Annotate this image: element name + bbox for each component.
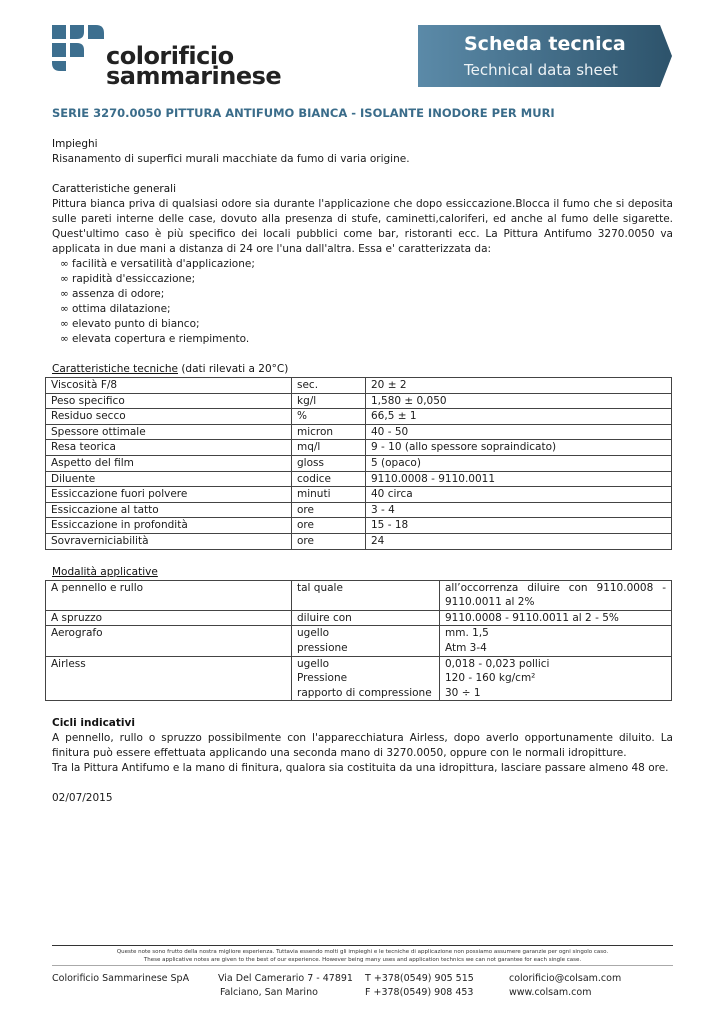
value-cell: 5 (opaco) (366, 455, 672, 471)
method-cell: Airless (46, 656, 292, 701)
table-row (46, 378, 672, 394)
method-cell: A spruzzo (46, 610, 292, 626)
generali-heading: Caratteristiche generali (52, 183, 177, 195)
table-row (46, 455, 672, 471)
value-line: 0,018 - 0,023 pollici (445, 657, 550, 670)
value-cell (440, 580, 672, 610)
table-row (46, 424, 672, 440)
value-cell (440, 656, 672, 701)
parameter-cell (292, 656, 440, 701)
footer-phone-number: T +378(0549) 905 515 (365, 973, 474, 984)
logo-line-1: colorificio (106, 42, 234, 70)
parameter-line: ugello (297, 657, 330, 670)
table-row (46, 626, 672, 656)
disclaimer-en: These applicative notes are given to the best of our experience. However being many uses and application technics we can not garantee for each single case. (143, 957, 582, 963)
unit-cell: ore (292, 502, 366, 518)
infinity-icon: ∞ (60, 303, 69, 315)
footer-divider (52, 965, 673, 966)
value-cell: 9 - 10 (allo spessore sopraindicato) (366, 440, 672, 456)
property-cell: Essiccazione al tatto (46, 502, 292, 518)
infinity-icon: ∞ (60, 288, 69, 300)
value-cell: 40 circa (366, 487, 672, 503)
list-item: ∞ ottima dilatazione; (60, 303, 171, 315)
list-item: ∞ elevato punto di bianco; (60, 318, 200, 330)
property-cell: Residuo secco (46, 409, 292, 425)
disclaimer (52, 945, 673, 964)
list-item: ∞ rapidità d'essiccazione; (60, 273, 196, 285)
value-cell: 9110.0008 - 9110.0011 (366, 471, 672, 487)
value-line: Atm 3-4 (445, 641, 487, 654)
infinity-icon: ∞ (60, 318, 69, 330)
unit-cell: minuti (292, 487, 366, 503)
logo-icon (52, 25, 104, 71)
property-cell: Spessore ottimale (46, 424, 292, 440)
series-title: SERIE 3270.0050 PITTURA ANTIFUMO BIANCA - ISOLANTE INODORE PER MURI (52, 106, 555, 120)
unit-cell: codice (292, 471, 366, 487)
unit-cell: micron (292, 424, 366, 440)
footer-address-line-2: Falciano, San Marino (220, 987, 318, 998)
property-cell: Essiccazione fuori polvere (46, 487, 292, 503)
property-cell: Essiccazione in profondità (46, 518, 292, 534)
parameter-line: ugello (297, 627, 330, 640)
unit-cell: ore (292, 518, 366, 534)
cicli-heading: Cicli indicativi (52, 717, 135, 730)
footer-company: Colorificio Sammarinese SpA (52, 973, 190, 984)
infinity-icon: ∞ (60, 333, 69, 345)
applicative-heading: Modalità applicative (52, 565, 158, 578)
banner-title: Scheda tecnica (464, 33, 626, 55)
method-cell: Aerografo (46, 626, 292, 656)
parameter-line: tal quale (297, 581, 343, 594)
footer-fax-number: F +378(0549) 908 453 (365, 987, 474, 998)
tech-table (45, 377, 672, 550)
parameter-cell (292, 610, 440, 626)
banner-subtitle: Technical data sheet (464, 61, 618, 79)
logo-wordmark (106, 42, 282, 90)
property-cell: Resa teorica (46, 440, 292, 456)
value-line: mm. 1,5 (445, 627, 489, 640)
unit-cell: ore (292, 533, 366, 549)
table-row (46, 409, 672, 425)
property-cell: Aspetto del film (46, 455, 292, 471)
logo-line-2: sammarinese (106, 62, 282, 90)
value-cell (440, 610, 672, 626)
method-cell: A pennello e rullo (46, 580, 292, 610)
value-cell: 24 (366, 533, 672, 549)
value-line: all’occorrenza diluire con 9110.0008 - 9110.0011 al 2% (445, 581, 666, 609)
list-item: ∞ assenza di odore; (60, 288, 165, 300)
parameter-line: rapporto di compressione (297, 686, 432, 699)
unit-cell: % (292, 409, 366, 425)
table-row (46, 610, 672, 626)
unit-cell: mq/l (292, 440, 366, 456)
property-cell: Viscosità F/8 (46, 378, 292, 394)
generali-text: Pittura bianca priva di qualsiasi odore sia durante l'applicazione che dopo essiccazione.Blocca il fumo che si deposita sulle pareti interne delle case, dovuto alla presenza di stufe, caminetti,caloriferi, ed anche al fumo delle sigarette. Quest'ultimo caso è più specifico dei locali pubblici come bar, ristoranti ecc. La Pittura Antifumo 3270.0050 va applicata in due mani a distanza di 24 ore l'una dall'altra. Essa e' caratterizzata da: (52, 198, 673, 255)
unit-cell: kg/l (292, 393, 366, 409)
parameter-line: pressione (297, 641, 348, 654)
table-row (46, 580, 672, 610)
impieghi-heading: Impieghi (52, 138, 98, 150)
table-row (46, 471, 672, 487)
parameter-cell (292, 580, 440, 610)
footer-email-link[interactable]: colorificio@colsam.com (509, 973, 622, 984)
table-row (46, 656, 672, 701)
cicli-text-2: Tra la Pittura Antifumo e la mano di finitura, qualora sia costituita da una idropittura, lasciare passare almeno 48 ore. (52, 762, 669, 775)
document-date: 02/07/2015 (52, 792, 113, 805)
footer-phone (365, 972, 474, 1000)
footer-address-line-1: Via Del Camerario 7 - 47891 (218, 973, 353, 984)
property-cell: Sovraverniciabilità (46, 533, 292, 549)
property-cell: Peso specifico (46, 393, 292, 409)
property-cell: Diluente (46, 471, 292, 487)
value-line: 120 - 160 kg/cm² (445, 672, 536, 685)
table-row (46, 440, 672, 456)
footer-web-link[interactable]: www.colsam.com (509, 987, 592, 998)
unit-cell: gloss (292, 455, 366, 471)
value-cell: 1,580 ± 0,050 (366, 393, 672, 409)
footer-contacts (509, 972, 621, 1000)
value-cell: 3 - 4 (366, 502, 672, 518)
parameter-line: Pressione (297, 672, 348, 685)
table-row (46, 518, 672, 534)
value-cell: 20 ± 2 (366, 378, 672, 394)
cicli-text-1: A pennello, rullo o spruzzo possibilmente con l'apparecchiatura Airless, dopo averlo opportunamente diluito. La finitura può essere effettuata applicando una seconda mano di 3270.0050, oppure con le normali idropitture. (52, 732, 673, 760)
table-row (46, 487, 672, 503)
unit-cell: sec. (292, 378, 366, 394)
application-table (45, 580, 672, 702)
table-row (46, 502, 672, 518)
list-item: ∞ facilità e versatilità d'applicazione; (60, 258, 255, 270)
main-content (52, 137, 673, 806)
parameter-line: diluire con (297, 611, 352, 624)
tecniche-heading: Caratteristiche tecniche (dati rilevati a 20°C) (52, 363, 289, 375)
footer-address (218, 972, 353, 1000)
value-cell: 15 - 18 (366, 518, 672, 534)
disclaimer-it: Queste note sono frutto della nostra migliore esperienza. Tuttavia essendo molti gli impieghi e le tecniche di applicazione non possiamo assumere garanzie per ogni singolo caso. (116, 949, 609, 955)
infinity-icon: ∞ (60, 258, 69, 270)
value-cell (440, 626, 672, 656)
table-row (46, 533, 672, 549)
parameter-cell (292, 626, 440, 656)
impieghi-text: Risanamento di superfici murali macchiate da fumo di varia origine. (52, 153, 410, 165)
value-cell: 40 - 50 (366, 424, 672, 440)
value-line: 30 ÷ 1 (445, 686, 481, 699)
list-item: ∞ elevata copertura e riempimento. (60, 333, 250, 345)
table-row (46, 393, 672, 409)
value-cell: 66,5 ± 1 (366, 409, 672, 425)
value-line: 9110.0008 - 9110.0011 al 2 - 5% (445, 611, 619, 624)
infinity-icon: ∞ (60, 273, 69, 285)
generali-bullets (52, 257, 673, 347)
